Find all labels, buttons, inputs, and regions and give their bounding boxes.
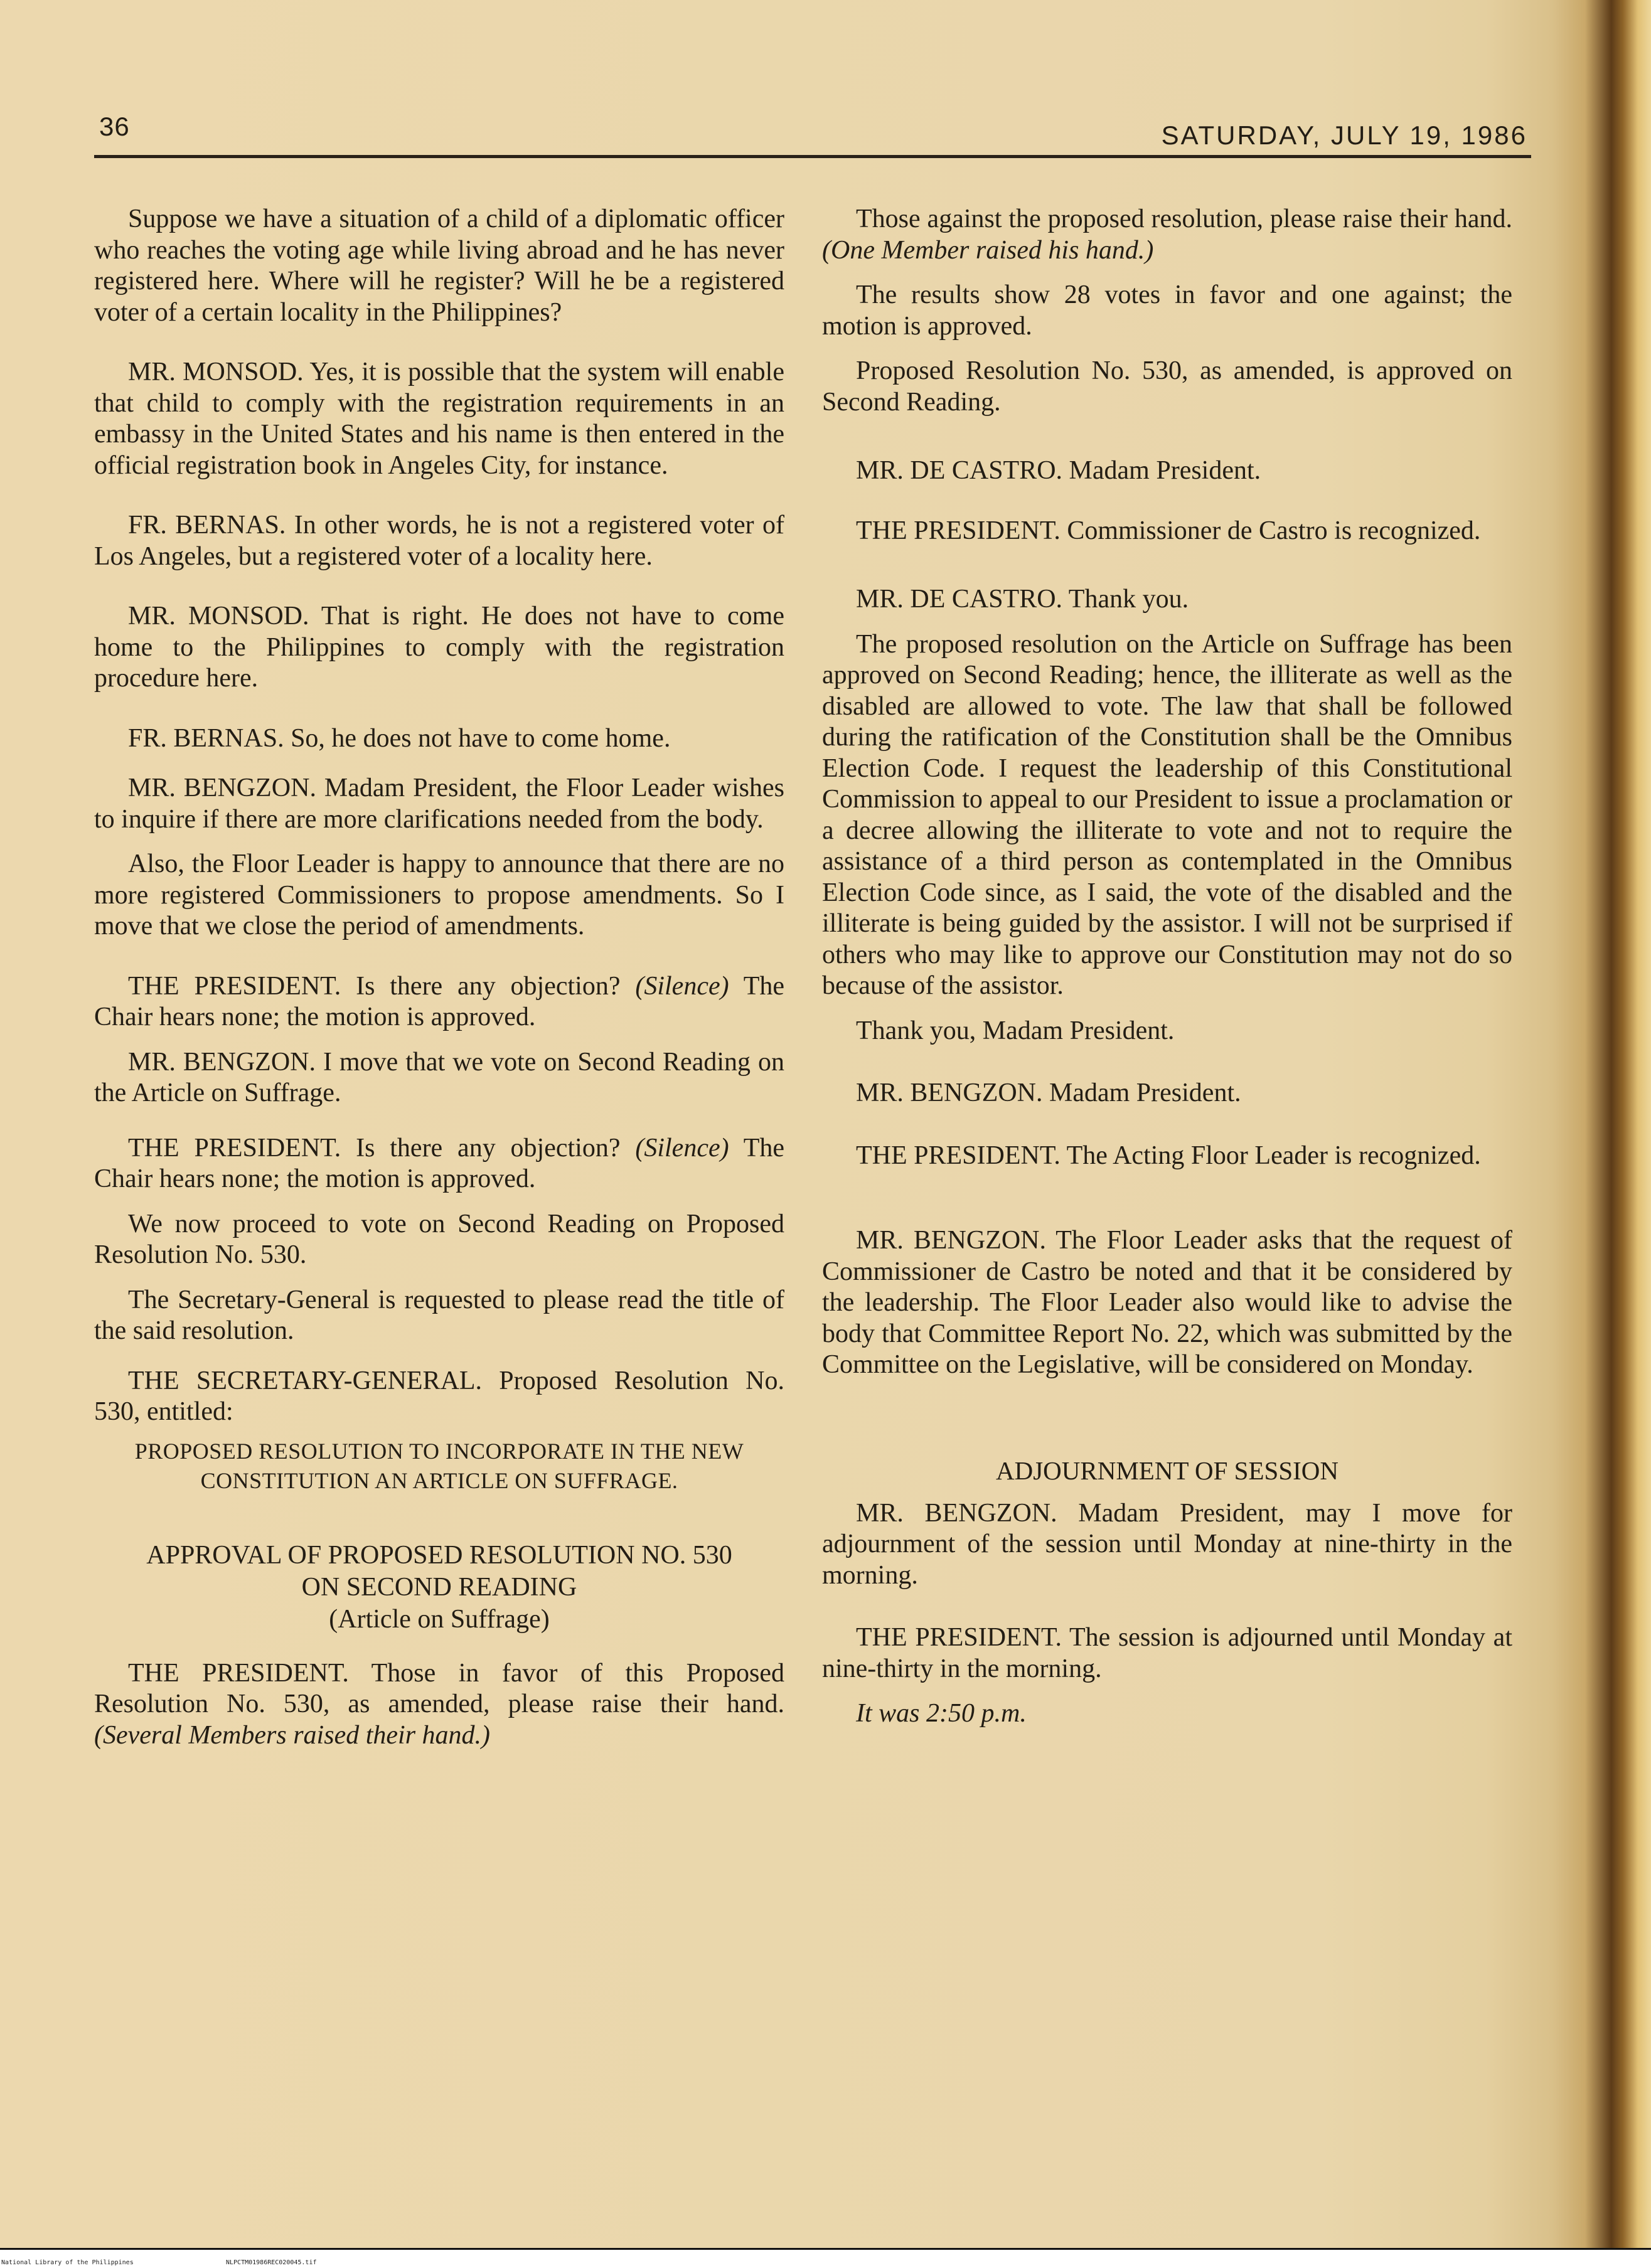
closing-time: It was 2:50 p.m.: [856, 1699, 1027, 1728]
paragraph: MR. BENGZON. Madam President.: [856, 1078, 1241, 1107]
paragraph: THE PRESIDENT. Is there any objection? (Silence) The Chair hears none; the motion is approved.: [94, 971, 785, 1031]
paragraph: MR. BENGZON. The Floor Leader asks that the request of Commissioner de Castro be noted and that it be considered by the leadership. The Floor Leader also would like to advise the body that Committee Report No. 22, which was submitted by the Committee on the Legislative, will be considered on Monday.: [822, 1226, 1512, 1379]
stage-direction: (Silence): [635, 1133, 729, 1163]
paragraph: THE PRESIDENT. Commissioner de Castro is recognized.: [856, 516, 1481, 545]
header-date: SATURDAY, JULY 19, 1986: [1161, 120, 1527, 150]
page-number: 36: [99, 112, 130, 141]
section-heading: APPROVAL OF PROPOSED RESOLUTION NO. 530: [146, 1540, 732, 1570]
paragraph: Proposed Resolution No. 530, as amended, is approved on Second Reading.: [822, 356, 1512, 417]
paragraph: The Secretary-General is requested to please read the title of the said resolution.: [94, 1285, 784, 1345]
paragraph: Suppose we have a situation of a child of a diplomatic officer who reaches the voting age while living abroad and he has never registered here. Where will he register? Will he be a registered voter of a certain locality in the Philippines?: [94, 205, 784, 327]
right-column: [822, 204, 1512, 1744]
paragraph: The proposed resolution on the Article on Suffrage has been approved on Second Reading; hence, the illiterate as well as the disabled are allowed to vote. The law that shall be followed during the ratification of the Constitution shall be the Omnibus Election Code. I request the leadership of this Constitutional Commission to appeal to our President to issue a proclamation or a decree allowing the illiterate to vote and not to require the assistance of a third person as contemplated in the Omnibus Election Code since, as I said, the vote of the disabled and the illiterate is being guided by the assistor. I will not be surprised if others who may like to approve our Constitution may not do so because of the assistor.: [822, 629, 1512, 1000]
section-subheading: (Article on Suffrage): [329, 1604, 550, 1634]
section-heading-line: ON SECOND READING: [301, 1572, 577, 1602]
page-header: [94, 108, 1531, 158]
paragraph: FR. BERNAS. In other words, he is not a registered voter of Los Angeles, but a registered voter of a locality here.: [94, 511, 784, 571]
paragraph: THE PRESIDENT. Is there any objection? (Silence) The Chair hears none; the motion is approved.: [94, 1133, 785, 1193]
paragraph: MR. BENGZON. Madam President, may I move for adjournment of the session until Monday at nine-thirty in the morning.: [822, 1498, 1512, 1590]
paragraph: MR. DE CASTRO. Thank you.: [856, 585, 1189, 614]
resolution-title: PROPOSED RESOLUTION TO INCORPORATE IN THE NEW CONSTITUTION AN ARTICLE ON SUFFRAGE.: [134, 1438, 744, 1493]
paragraph: MR. BENGZON. I move that we vote on Second Reading on the Article on Suffrage.: [94, 1047, 784, 1107]
paragraph: MR. BENGZON. Madam President, the Floor Leader wishes to inquire if there are more clarifications needed from the body.: [94, 774, 784, 834]
paragraph: Also, the Floor Leader is happy to announce that there are no more registered Commissioners to propose amendments. So I move that we close the period of amendments.: [94, 849, 784, 940]
stage-direction: (Silence): [635, 971, 729, 1001]
library-credit: National Library of the Philippines: [1, 2259, 134, 2266]
header-rule: [94, 155, 1531, 158]
paragraph: Those against the proposed resolution, please raise their hand. (One Member raised his hand.): [822, 205, 1512, 265]
paragraph: Thank you, Madam President.: [856, 1016, 1175, 1045]
scan-filename: NLPCTM01986REC020045.tif: [226, 2259, 317, 2266]
paragraph: MR. MONSOD. That is right. He does not have to come home to the Philippines to comply with the registration procedure here.: [94, 602, 784, 693]
stage-direction: (Several Members raised their hand.): [94, 1720, 491, 1750]
paragraph: THE PRESIDENT. The session is adjourned until Monday at nine-thirty in the morning.: [822, 1623, 1512, 1683]
paragraph: FR. BERNAS. So, he does not have to come home.: [128, 723, 671, 753]
section-heading: ADJOURNMENT OF SESSION: [996, 1456, 1338, 1485]
footer-bar: [0, 2248, 1651, 2250]
paragraph: [822, 1698, 1512, 1730]
paragraph: THE PRESIDENT. The Acting Floor Leader is recognized.: [856, 1141, 1481, 1170]
paragraph: MR. DE CASTRO. Madam President.: [856, 456, 1261, 485]
paragraph: THE PRESIDENT. Those in favor of this Proposed Resolution No. 530, as amended, please raise their hand. (Several Members raised their hand.): [94, 1658, 784, 1750]
paragraph: The results show 28 votes in favor and one against; the motion is approved.: [822, 280, 1512, 341]
paragraph: THE SECRETARY-GENERAL. Proposed Resolution No. 530, entitled:: [94, 1366, 784, 1426]
paragraph: We now proceed to vote on Second Reading on Proposed Resolution No. 530.: [94, 1209, 784, 1269]
stage-direction: (One Member raised his hand.): [822, 235, 1154, 265]
left-column: [94, 204, 784, 1765]
paragraph: MR. MONSOD. Yes, it is possible that the system will enable that child to comply with the registration requirements in an embassy in the United States and his name is then entered in the official registration book in Angeles City, for instance.: [94, 358, 784, 480]
scan-footer: [0, 2248, 1651, 2268]
